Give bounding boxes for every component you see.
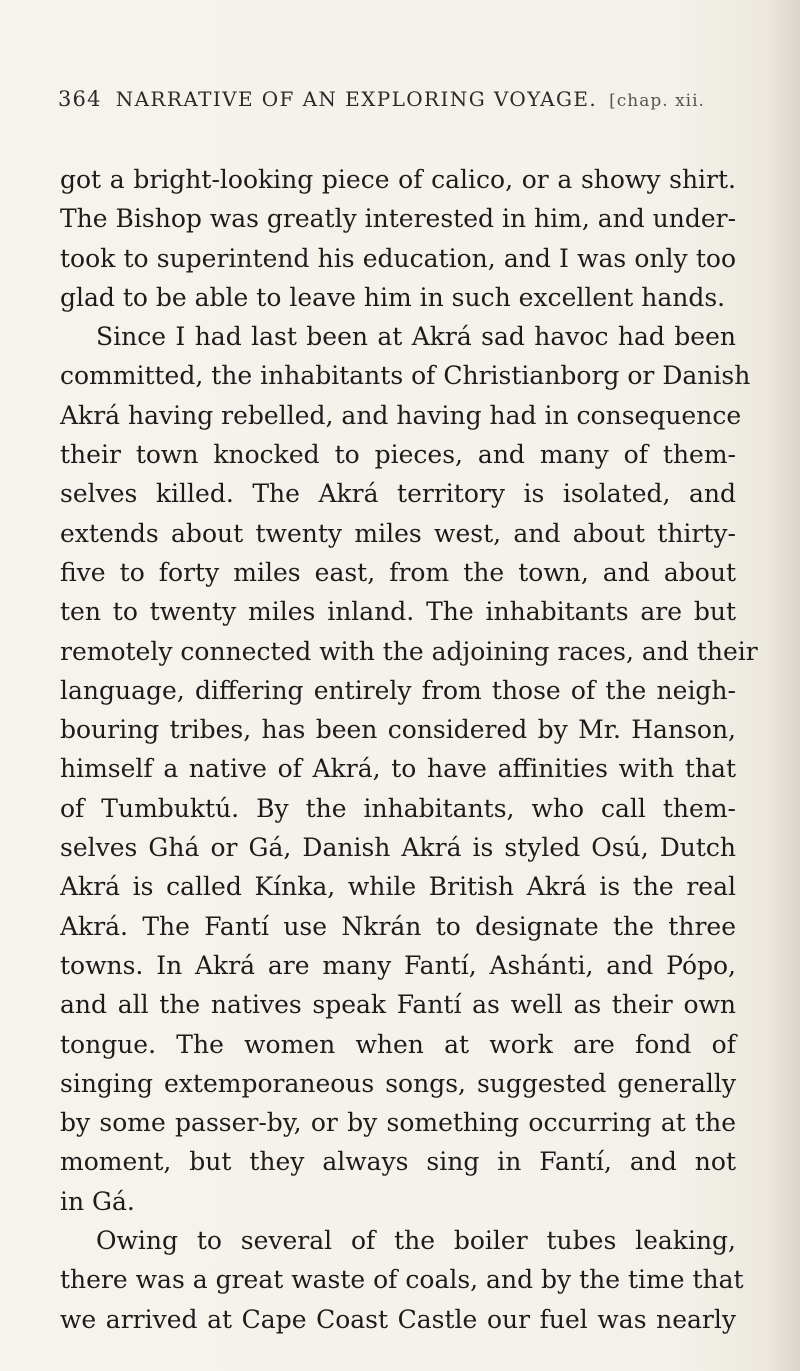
- text-line: singing extemporaneous songs, suggested generally: [60, 1068, 736, 1098]
- text-line: Akrá having rebelled, and having had in consequence: [60, 400, 742, 430]
- text-line: towns. In Akrá are many Fantí, Ashánti, and Pópo,: [60, 950, 736, 980]
- paragraph-start-line: Since I had last been at Akrá sad havoc had been: [96, 322, 736, 352]
- text-line: we arrived at Cape Coast Castle our fuel was nearly: [60, 1304, 736, 1334]
- text-line: five to forty miles east, from the town, and about: [60, 557, 736, 587]
- text-line: there was a great waste of coals, and by the time that: [60, 1265, 744, 1295]
- text-line: himself a native of Akrá, to have affinities with that: [60, 754, 736, 784]
- text-line: selves Ghá or Gá, Danish Akrá is styled Osú, Dutch: [60, 833, 736, 863]
- running-title: NARRATIVE OF AN EXPLORING VOYAGE.: [115, 87, 598, 111]
- page-header: [58, 87, 748, 119]
- text-line: and all the natives speak Fantí as well as their own: [60, 990, 736, 1020]
- body-text: [60, 160, 758, 1339]
- text-line: took to superintend his education, and I was only too: [60, 243, 736, 273]
- text-line: by some passer-by, or by something occurring at the: [60, 1108, 736, 1138]
- text-line: The Bishop was greatly interested in him, and under-: [60, 204, 737, 234]
- text-line: moment, but they always sing in Fantí, and not: [60, 1147, 736, 1177]
- text-line: of Tumbuktú. By the inhabitants, who call them-: [60, 793, 736, 823]
- text-line: in Gá.: [60, 1186, 135, 1216]
- chapter-reference: [chap. xii.: [609, 91, 705, 111]
- text-line: tongue. The women when at work are fond of: [60, 1029, 736, 1059]
- text-line: bouring tribes, has been considered by Mr. Hanson,: [60, 715, 736, 745]
- text-line: extends about twenty miles west, and about thirty-: [60, 518, 736, 548]
- page-number: 364: [58, 87, 102, 111]
- text-line: their town knocked to pieces, and many of them-: [60, 440, 736, 470]
- text-line: language, differing entirely from those of the neigh-: [60, 675, 736, 705]
- text-line: Akrá. The Fantí use Nkrán to designate the three: [60, 911, 736, 941]
- text-line: selves killed. The Akrá territory is isolated, and: [60, 479, 736, 509]
- text-line: remotely connected with the adjoining races, and their: [60, 636, 758, 666]
- text-line: ten to twenty miles inland. The inhabitants are but: [60, 597, 736, 627]
- text-line: glad to be able to leave him in such excellent hands.: [60, 282, 726, 312]
- text-line: got a bright-looking piece of calico, or a showy shirt.: [60, 165, 736, 194]
- text-line: committed, the inhabitants of Christianborg or Danish: [60, 361, 751, 391]
- text-line: Akrá is called Kínka, while British Akrá is the real: [60, 872, 736, 902]
- paragraph-start-line: Owing to several of the boiler tubes leaking,: [96, 1226, 736, 1256]
